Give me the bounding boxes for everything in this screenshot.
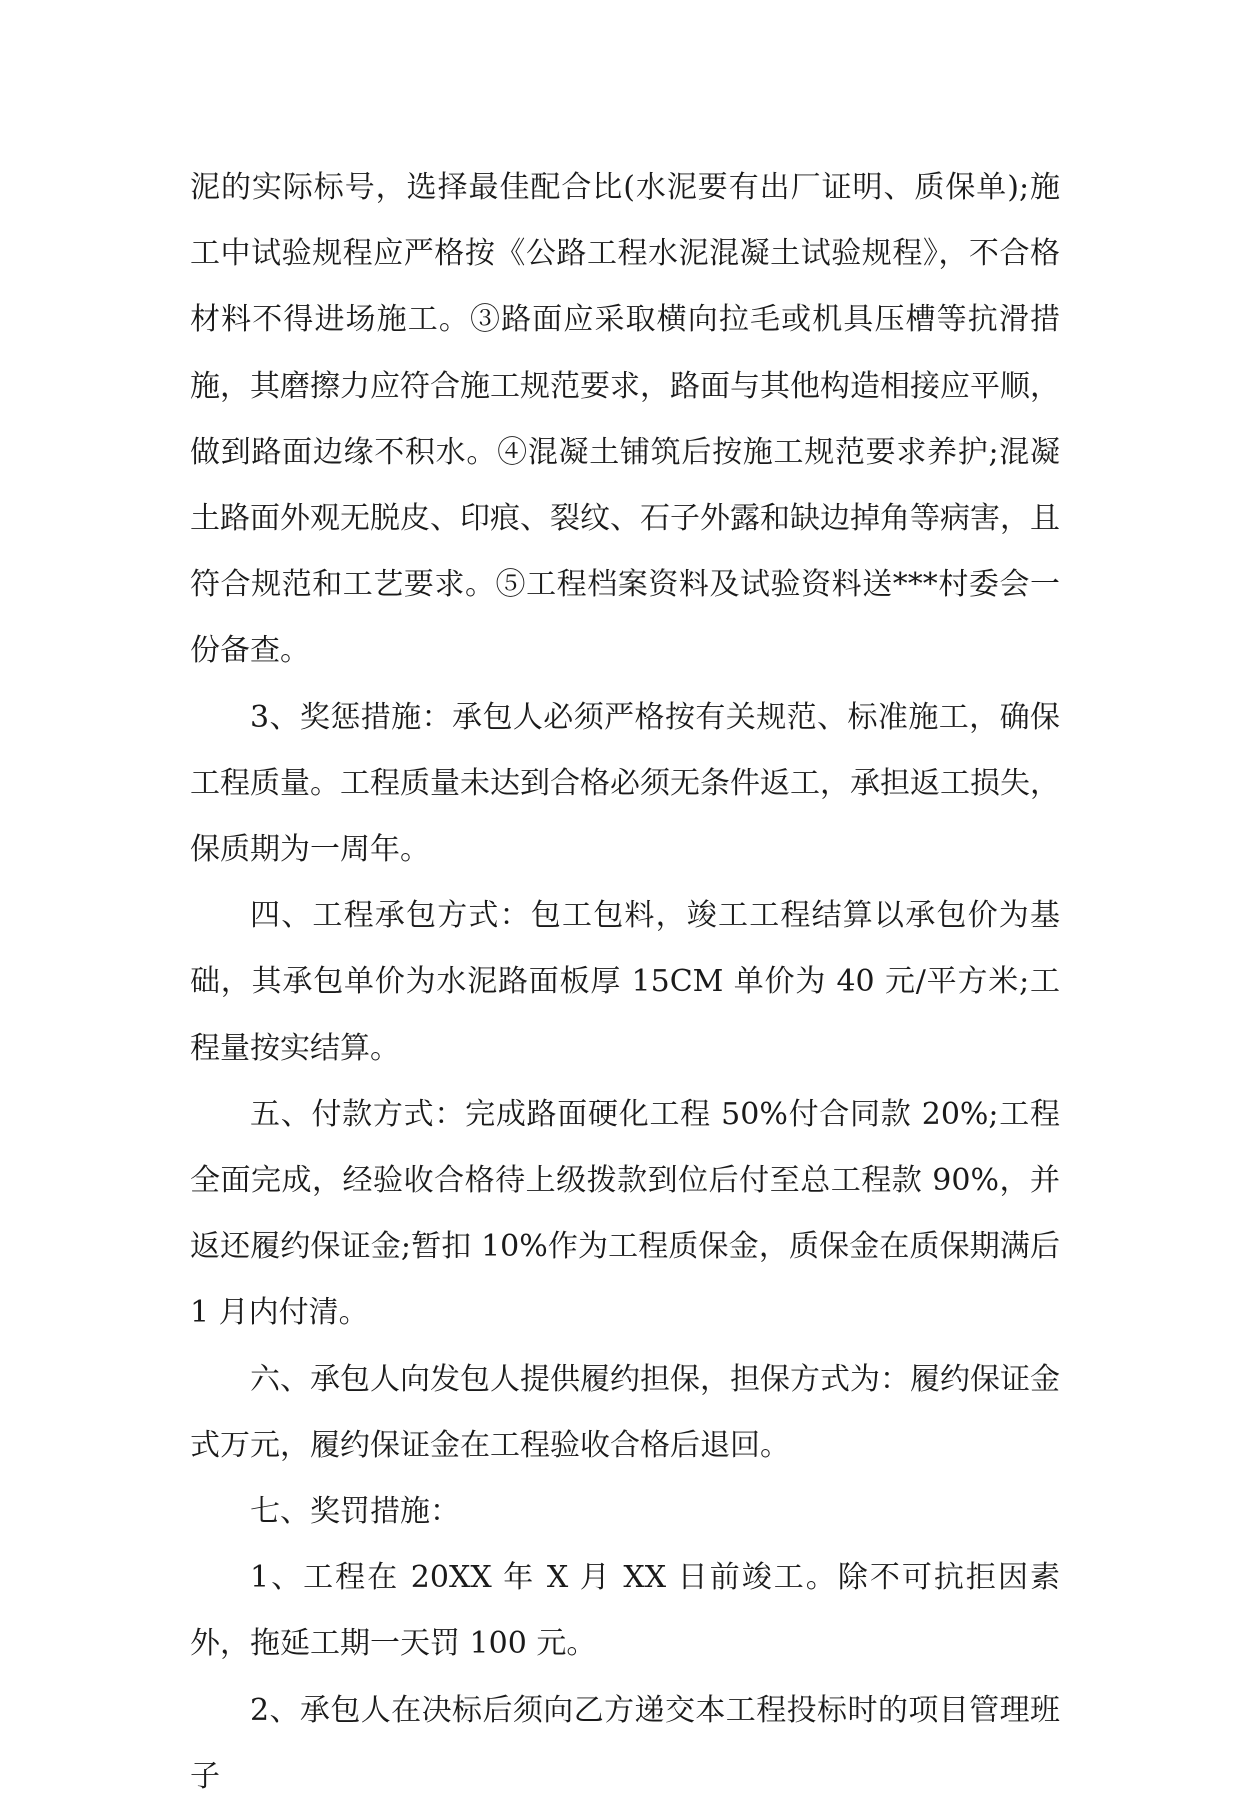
body-paragraph: 3、奖惩措施：承包人必须严格按有关规范、标准施工，确保工程质量。工程质量未达到合格必须无条件返工，承担返工损失，保质期为一周年。 xyxy=(190,699,1060,868)
body-paragraph: 五、付款方式：完成路面硬化工程 50%付合同款 20%;工程全面完成，经验收合格待上级拨款到位后付至总工程款 90%，并返还履约保证金;暂扣 10%作为工程质保金，质保金在质保期满后 1 月内付清。 xyxy=(190,1096,1060,1331)
body-paragraph: 泥的实际标号，选择最佳配合比(水泥要有出厂证明、质保单);施工中试验规程应严格按《公路工程水泥混凝土试验规程》，不合格材料不得进场施工。③路面应采取横向拉毛或机具压槽等抗滑措施，其磨擦力应符合施工规范要求，路面与其他构造相接应平顺，做到路面边缘不积水。④混凝土铺筑后按施工规范要求养护;混凝土路面外观无脱皮、印痕、裂纹、石子外露和缺边掉角等病害，且符合规范和工艺要求。⑤工程档案资料及试验资料送***村委会一份备查。 xyxy=(190,170,1060,669)
document-body xyxy=(190,155,1060,1810)
body-paragraph: 1、工程在 20XX 年 X 月 XX 日前竣工。除不可抗拒因素外，拖延工期一天罚 100 元。 xyxy=(190,1560,1060,1662)
body-paragraph: 六、承包人向发包人提供履约担保，担保方式为：履约保证金式万元，履约保证金在工程验收合格后退回。 xyxy=(190,1361,1060,1463)
section-heading: 七、奖罚措施： xyxy=(250,1494,460,1530)
body-paragraph: 四、工程承包方式：包工包料，竣工工程结算以承包价为基础，其承包单价为水泥路面板厚 15CM 单价为 40 元/平方米;工程量按实结算。 xyxy=(190,898,1060,1066)
body-paragraph: 2、承包人在决标后须向乙方递交本工程投标时的项目管理班子 xyxy=(190,1692,1060,1794)
